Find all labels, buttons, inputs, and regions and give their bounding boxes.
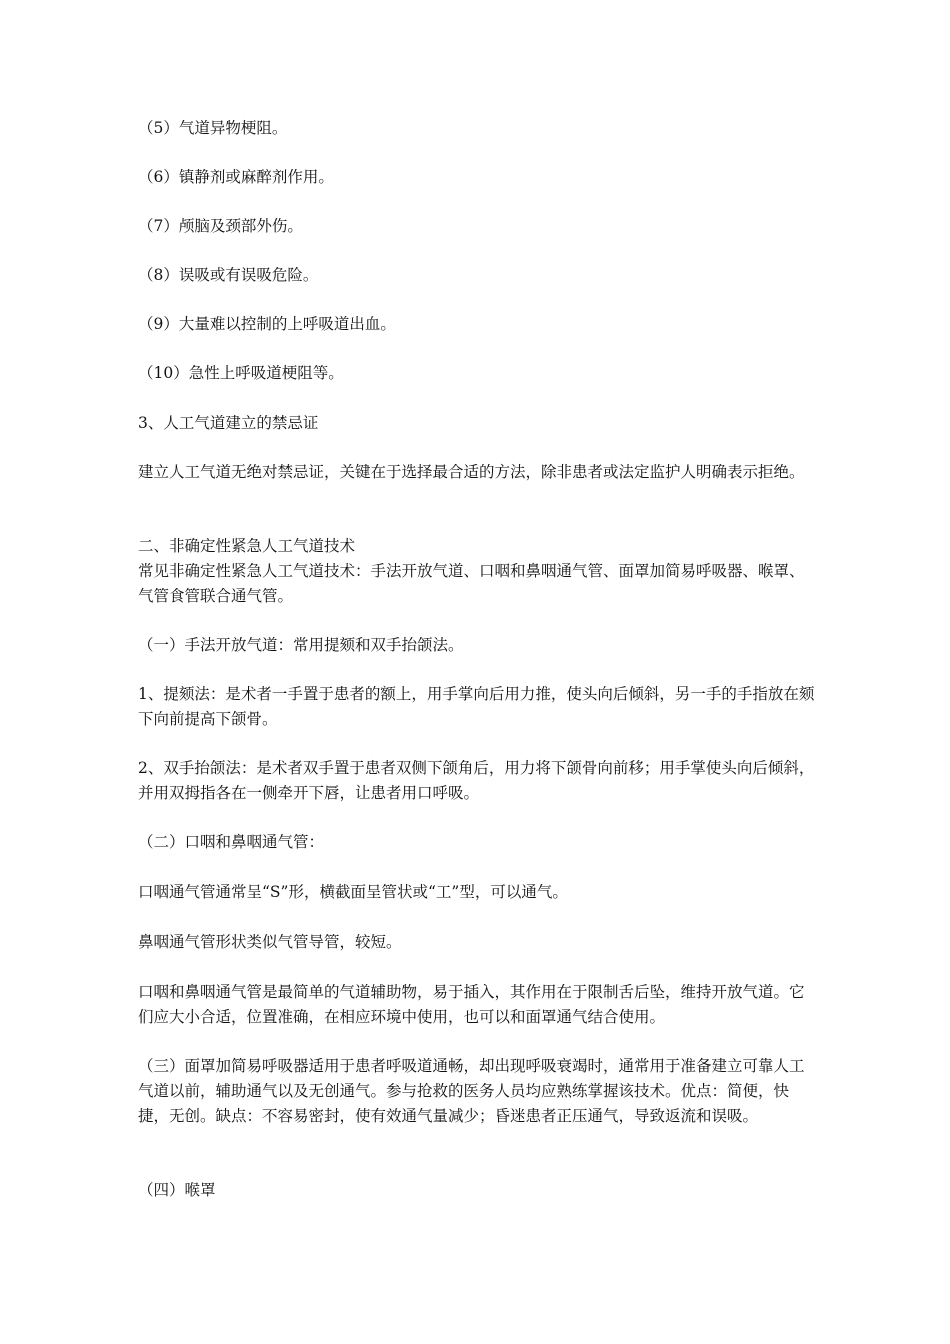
- paragraph-contraindications: 建立人工气道无绝对禁忌证，关键在于选择最合适的方法，除非患者或法定监护人明确表示拒绝。: [138, 463, 805, 481]
- subheading-manual-airway: （一）手法开放气道：常用提颏和双手抬颌法。: [138, 636, 464, 654]
- list-item-7: （7）颅脑及颈部外伤。: [138, 217, 303, 235]
- section-heading-non-definitive: 二、非确定性紧急人工气道技术: [138, 537, 356, 555]
- list-item-9: （9）大量难以控制的上呼吸道出血。: [138, 315, 396, 333]
- subheading-laryngeal-mask: （四）喉罩: [138, 1181, 216, 1199]
- paragraph-oropharyngeal: 口咽通气管通常呈“S”形，横截面呈管状或“工”型，可以通气。: [138, 883, 568, 901]
- subheading-airways: （二）口咽和鼻咽通气管：: [138, 833, 325, 851]
- heading-contraindications: 3、人工气道建立的禁忌证: [138, 414, 319, 432]
- paragraph-bag-mask: （三）面罩加简易呼吸器适用于患者呼吸道通畅，却出现呼吸衰竭时，通常用于准备建立可靠人工气道以前，辅助通气以及无创通气。参与抢救的医务人员均应熟练掌握该技术。优点：简便，快捷，无创。缺点：不容易密封，使有效通气量减少；昏迷患者正压通气，导致返流和误吸。: [138, 1057, 805, 1125]
- paragraph-chin-lift: 1、提颏法：是术者一手置于患者的额上，用手掌向后用力推，使头向后倾斜，另一手的手指放在颏下向前提高下颌骨。: [138, 685, 815, 728]
- paragraph-jaw-thrust: 2、双手抬颌法：是术者双手置于患者双侧下颌角后，用力将下颌骨向前移；用手掌使头向后倾斜，并用双拇指各在一侧牵开下唇，让患者用口呼吸。: [138, 759, 815, 802]
- paragraph-non-definitive: 常见非确定性紧急人工气道技术：手法开放气道、口咽和鼻咽通气管、面罩加简易呼吸器、喉罩、气管食管联合通气管。: [138, 562, 805, 605]
- paragraph-airway-aids: 口咽和鼻咽通气管是最简单的气道辅助物，易于插入，其作用在于限制舌后坠，维持开放气道。它们应大小合适，位置准确，在相应环境中使用，也可以和面罩通气结合使用。: [138, 983, 805, 1026]
- list-item-6: （6）镇静剂或麻醉剂作用。: [138, 168, 334, 186]
- paragraph-nasopharyngeal: 鼻咽通气管形状类似气管导管，较短。: [138, 933, 402, 951]
- list-item-10: （10）急性上呼吸道梗阻等。: [138, 364, 344, 382]
- list-item-8: （8）误吸或有误吸危险。: [138, 266, 319, 284]
- list-item-5: （5）气道异物梗阻。: [138, 119, 288, 137]
